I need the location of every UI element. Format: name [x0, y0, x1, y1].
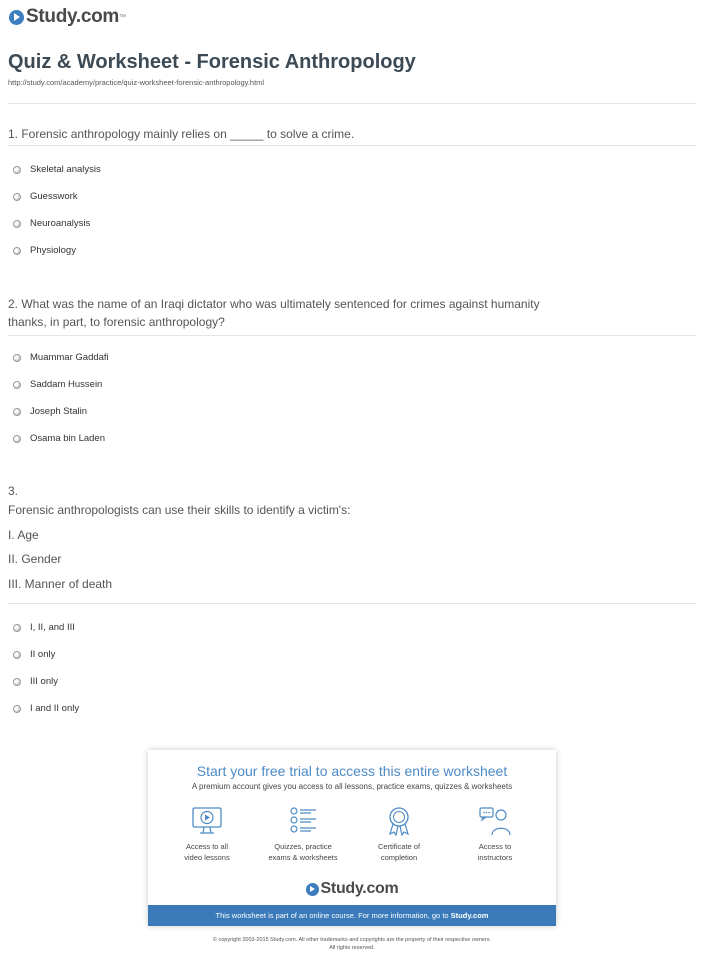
- option-label: II only: [30, 649, 56, 660]
- feature-quizzes: [260, 806, 346, 863]
- option-label: III only: [30, 676, 58, 687]
- q3-option-2[interactable]: [13, 649, 55, 660]
- promo-bar-link[interactable]: Study.com: [450, 911, 489, 920]
- option-label: Guesswork: [30, 191, 78, 202]
- question-3-number: 3.: [8, 484, 19, 498]
- play-logo-icon: [9, 10, 24, 25]
- option-label: Skeletal analysis: [30, 164, 101, 175]
- feature-label: Access to instructors: [477, 842, 513, 862]
- q2-option-4[interactable]: [13, 433, 105, 444]
- question-3-item-2: II. Gender: [8, 552, 62, 566]
- quiz-list-icon: [287, 806, 319, 836]
- question-2-line-2: thanks, in part, to forensic anthropology?: [8, 315, 225, 329]
- radio-button[interactable]: [13, 435, 21, 443]
- feature-video-lessons: [164, 806, 250, 863]
- divider: [8, 603, 696, 604]
- feature-label: Access to all video lessons: [184, 842, 230, 862]
- divider: [8, 145, 696, 146]
- q1-option-2[interactable]: [13, 191, 78, 202]
- divider: [8, 335, 696, 336]
- free-trial-promo[interactable]: [148, 750, 556, 926]
- copyright-line-2: All rights reserved.: [329, 945, 375, 951]
- radio-button[interactable]: [13, 247, 21, 255]
- option-label: Saddam Hussein: [30, 379, 103, 390]
- copyright-line-1: © copyright 2003-2015 Study.com. All other trademarks and copyrights are the property of their respective owners.: [212, 937, 492, 943]
- promo-bar-text: This worksheet is part of an online course. For more information, go to: [215, 911, 451, 920]
- q1-option-4[interactable]: [13, 245, 76, 256]
- option-label: Joseph Stalin: [30, 406, 88, 417]
- feature-label: Quizzes, practice exams & worksheets: [268, 842, 338, 862]
- question-2-line-1: 2. What was the name of an Iraqi dictator who was ultimately sentenced for crimes against humanity: [8, 297, 540, 311]
- divider: [8, 103, 696, 104]
- question-3-item-3: III. Manner of death: [8, 577, 113, 591]
- option-label: I, II, and III: [30, 622, 75, 633]
- radio-button[interactable]: [13, 651, 21, 659]
- promo-logo-text: Study.com: [320, 880, 399, 897]
- question-3-item-1: I. Age: [8, 528, 39, 542]
- page-url[interactable]: http://study.com/academy/practice/quiz-worksheet-forensic-anthropology.html: [8, 78, 265, 87]
- feature-certificate: [356, 806, 442, 863]
- study-logo[interactable]: [9, 6, 126, 28]
- radio-button[interactable]: [13, 193, 21, 201]
- radio-button[interactable]: [13, 354, 21, 362]
- trademark-mark: ™: [119, 13, 127, 21]
- instructor-icon: [479, 806, 511, 836]
- radio-button[interactable]: [13, 624, 21, 632]
- question-1-text: 1. Forensic anthropology mainly relies on _____ to solve a crime.: [8, 127, 355, 141]
- q2-option-2[interactable]: [13, 379, 102, 390]
- page-title: Quiz & Worksheet - Forensic Anthropology: [8, 51, 416, 73]
- q3-option-3[interactable]: [13, 676, 58, 687]
- radio-button[interactable]: [13, 705, 21, 713]
- option-label: Osama bin Laden: [30, 433, 105, 444]
- q3-option-4[interactable]: [13, 703, 79, 714]
- q1-option-3[interactable]: [13, 218, 90, 229]
- radio-button[interactable]: [13, 678, 21, 686]
- radio-button[interactable]: [13, 220, 21, 228]
- radio-button[interactable]: [13, 408, 21, 416]
- radio-button[interactable]: [13, 381, 21, 389]
- copyright: [0, 936, 704, 952]
- promo-subtitle: A premium account gives you access to all lessons, practice exams, quizzes & worksheets: [191, 782, 513, 791]
- video-lesson-icon: [191, 806, 223, 836]
- promo-study-logo[interactable]: [148, 880, 556, 898]
- play-logo-icon: [306, 883, 319, 896]
- q2-option-3[interactable]: [13, 406, 87, 417]
- option-label: Physiology: [30, 245, 76, 256]
- feature-label: Certificate of completion: [377, 842, 421, 862]
- radio-button[interactable]: [13, 166, 21, 174]
- promo-title[interactable]: Start your free trial to access this entire worksheet: [196, 763, 508, 779]
- q1-option-1[interactable]: [13, 164, 101, 175]
- question-3-text: Forensic anthropologists can use their skills to identify a victim's:: [8, 503, 351, 517]
- q3-option-1[interactable]: [13, 622, 75, 633]
- option-label: Muammar Gaddafi: [30, 352, 109, 363]
- q2-option-1[interactable]: [13, 352, 109, 363]
- logo-text: Study.com: [26, 6, 120, 27]
- question-2-text: [8, 295, 540, 331]
- promo-info-bar: [148, 905, 556, 926]
- option-label: Neuroanalysis: [30, 218, 91, 229]
- feature-instructors: [452, 806, 538, 863]
- option-label: I and II only: [30, 703, 80, 714]
- certificate-icon: [383, 806, 415, 836]
